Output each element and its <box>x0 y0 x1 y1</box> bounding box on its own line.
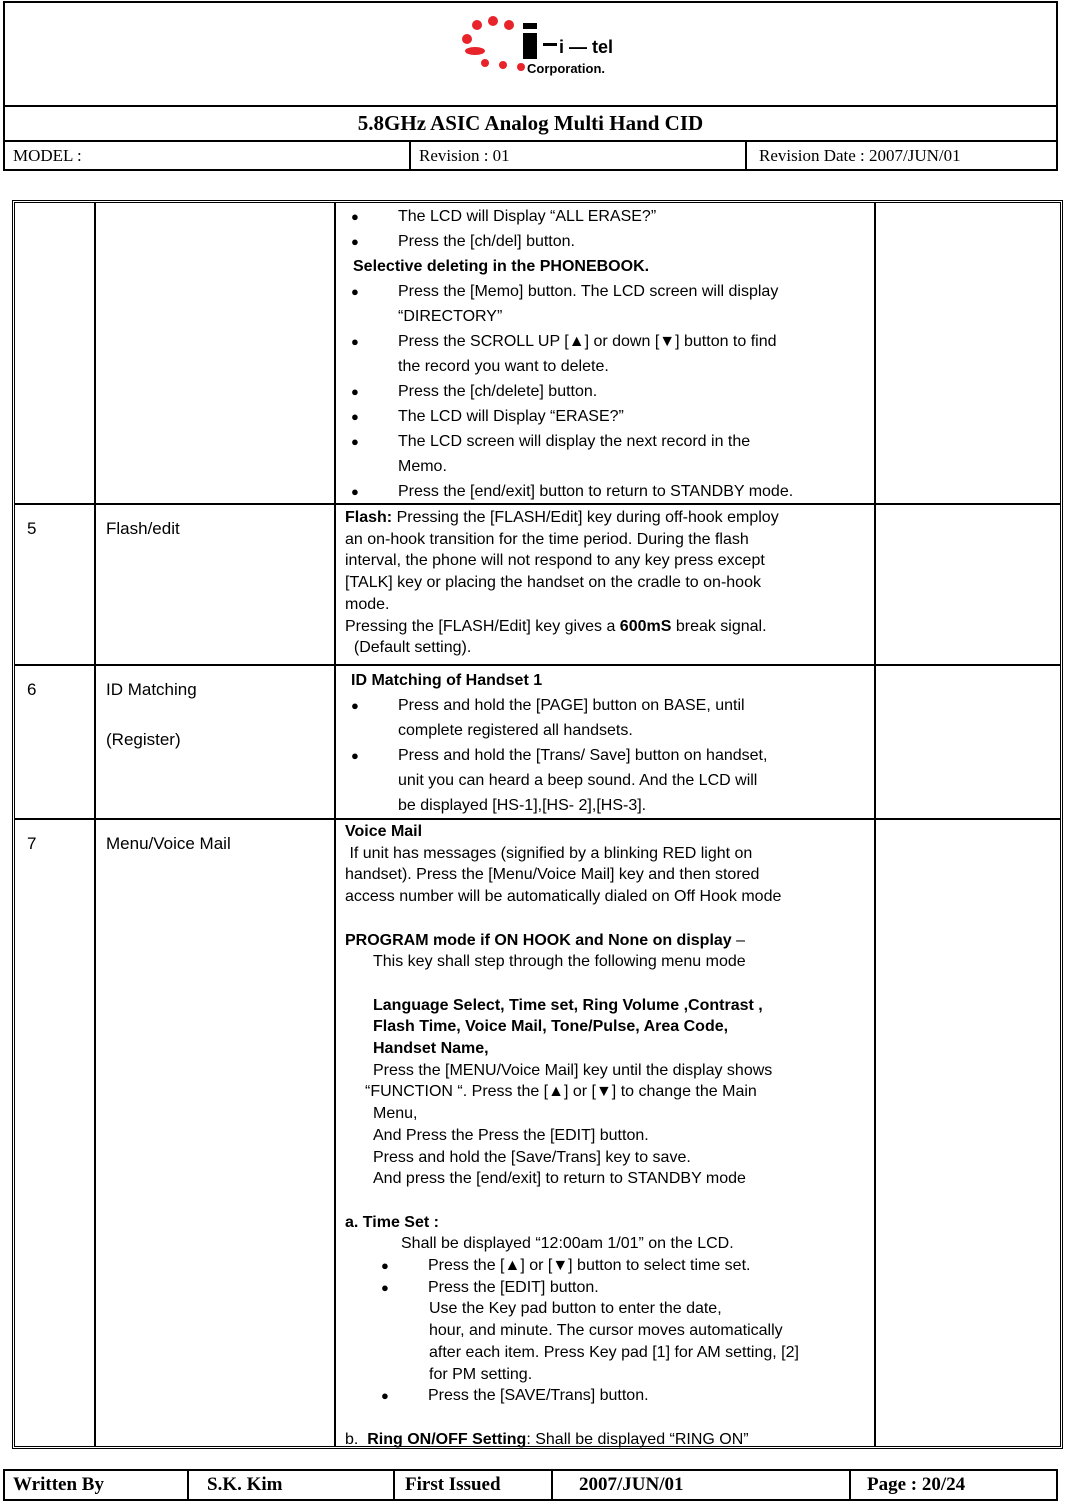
time-set-heading: a. Time Set : <box>345 1213 439 1231</box>
row-sep <box>15 818 1060 820</box>
paragraph-line: This key shall step through the following menu mode <box>373 953 746 971</box>
paragraph-line: – <box>731 931 746 949</box>
list-item-continued: the record you want to delete. <box>398 358 609 375</box>
paragraph-line: And press the [end/exit] to return to STANDBY mode <box>373 1170 746 1188</box>
flash-text: an on-hook transition for the time period. During the flash <box>345 530 749 548</box>
section-heading: Voice Mail <box>345 823 423 840</box>
feature-name: ID Matching <box>106 680 197 699</box>
list-item: ● Press the [SAVE/Trans] button. <box>345 1385 870 1407</box>
list-item-continued: complete registered all handsets. <box>398 722 633 739</box>
ring-prefix: b. <box>345 1430 368 1448</box>
section-heading: Selective deleting in the PHONEBOOK. <box>353 258 650 275</box>
feature-name: Flash/edit <box>106 519 180 538</box>
paragraph-line: “FUNCTION “. Press the [▲] or [▼] to change the Main <box>365 1083 757 1101</box>
meta-row <box>5 142 1056 169</box>
row-number: 5 <box>27 519 37 538</box>
list-item: ● The LCD will Display “ERASE?” <box>345 404 875 429</box>
list-item-continued: unit you can heard a beep sound. And the LCD will <box>398 772 758 789</box>
list-item: ● Press the [▲] or [▼] button to select time set. <box>345 1255 870 1277</box>
paragraph-line: Shall be displayed “12:00am 1/01” on the LCD. <box>401 1235 734 1253</box>
paragraph-line: : Shall be displayed “RING ON” <box>526 1430 749 1448</box>
flash-text: mode. <box>345 595 390 613</box>
flash-text: interval, the phone will not respond to any key press except <box>345 552 765 570</box>
list-item: ● The LCD will Display “ALL ERASE?” <box>345 204 875 229</box>
paragraph-line: Use the Key pad button to enter the date, <box>429 1300 722 1318</box>
paragraph-line: hour, and minute. The cursor moves automatically <box>429 1322 783 1340</box>
flash-text: break signal. <box>671 617 767 635</box>
list-item: ● The LCD screen will display the next record in the <box>345 429 875 454</box>
paragraph-line: Press and hold the [Save/Trans] key to save. <box>373 1148 691 1166</box>
paragraph-line: after each item. Press Key pad [1] for AM setting, [2] <box>429 1343 799 1361</box>
paragraph-line: access number will be automatically dialed on Off Hook mode <box>345 888 782 906</box>
list-item-continued: Memo. <box>398 458 447 475</box>
first-issued-date: 2007/JUN/01 <box>579 1474 684 1495</box>
flash-text: Pressing the [FLASH/Edit] key during off-hook employ <box>392 509 779 526</box>
flash-text: (Default setting). <box>345 639 472 657</box>
revision-date: Revision Date : 2007/JUN/01 <box>759 146 961 165</box>
list-item: ● Press and hold the [PAGE] button on BASE, until <box>345 693 870 718</box>
paragraph-line: handset). Press the [Menu/Voice Mail] key and then stored <box>345 866 760 884</box>
list-item-continued: be displayed [HS-1],[HS- 2],[HS-3]. <box>398 797 647 814</box>
flash-label: Flash: <box>345 509 393 526</box>
paragraph-line: Menu, <box>373 1105 418 1123</box>
list-item-continued: “DIRECTORY” <box>398 308 503 325</box>
feature-name: Menu/Voice Mail <box>106 834 231 853</box>
col-sep <box>94 203 96 1446</box>
flash-text: Pressing the [FLASH/Edit] key gives a <box>345 617 620 635</box>
logo-subtitle: Corporation. <box>527 61 605 76</box>
list-item: ● Press the SCROLL UP [▲] or down [▼] button to find <box>345 329 875 354</box>
id-matching-content <box>345 668 870 818</box>
spec-table <box>12 200 1063 1449</box>
list-item: ● Press the [EDIT] button. <box>345 1277 870 1299</box>
col-sep <box>334 203 336 1446</box>
paragraph-line: If unit has messages (signified by a blinking RED light on <box>345 844 753 862</box>
logo-row <box>5 3 1056 107</box>
list-item: ● Press the [end/exit] button to return to STANDBY mode. <box>345 479 875 504</box>
break-signal-value: 600mS <box>619 617 672 635</box>
menu-voice-mail-content <box>345 821 870 1450</box>
revision: Revision : 01 <box>419 146 510 165</box>
first-issued-label: First Issued <box>405 1474 501 1495</box>
row-number: 6 <box>27 680 37 699</box>
model-label: MODEL : <box>13 146 82 165</box>
paragraph-line: Press the [MENU/Voice Mail] key until the display shows <box>373 1061 773 1079</box>
row-sep <box>15 664 1060 666</box>
program-mode-heading: PROGRAM mode if ON HOOK and None on display <box>345 931 732 949</box>
feature-name-sub: (Register) <box>106 730 181 749</box>
flash-description <box>345 507 870 659</box>
ring-setting-heading: Ring ON/OFF Setting <box>367 1430 527 1448</box>
paragraph-line: for PM setting. <box>429 1365 533 1383</box>
row-number: 7 <box>27 834 37 853</box>
document-header <box>3 1 1058 171</box>
list-item: ● Press the [Memo] button. The LCD screen will display <box>345 279 875 304</box>
company-logo <box>455 15 655 85</box>
document-footer <box>3 1469 1058 1501</box>
written-by-label: Written By <box>13 1474 104 1495</box>
paragraph-line: And Press the Press the [EDIT] button. <box>373 1126 649 1144</box>
continued-content <box>345 204 875 504</box>
list-item: ● Press the [ch/del] button. <box>345 229 875 254</box>
menu-list: Handset Name, <box>373 1040 489 1057</box>
document-title: 5.8GHz ASIC Analog Multi Hand CID <box>5 107 1056 142</box>
menu-list: Language Select, Time set, Ring Volume ,Contrast , <box>373 996 763 1014</box>
logo-wordmark: i — tel <box>559 37 614 57</box>
list-item: ● Press the [ch/delete] button. <box>345 379 875 404</box>
list-item: ● Press and hold the [Trans/ Save] button on handset, <box>345 743 870 768</box>
page-number: Page : 20/24 <box>867 1474 966 1495</box>
menu-list: Flash Time, Voice Mail, Tone/Pulse, Area Code, <box>373 1018 729 1036</box>
written-by: S.K. Kim <box>207 1474 283 1495</box>
flash-text: [TALK] key or placing the handset on the cradle to on-hook <box>345 574 761 592</box>
section-heading: ID Matching of Handset 1 <box>351 672 543 689</box>
